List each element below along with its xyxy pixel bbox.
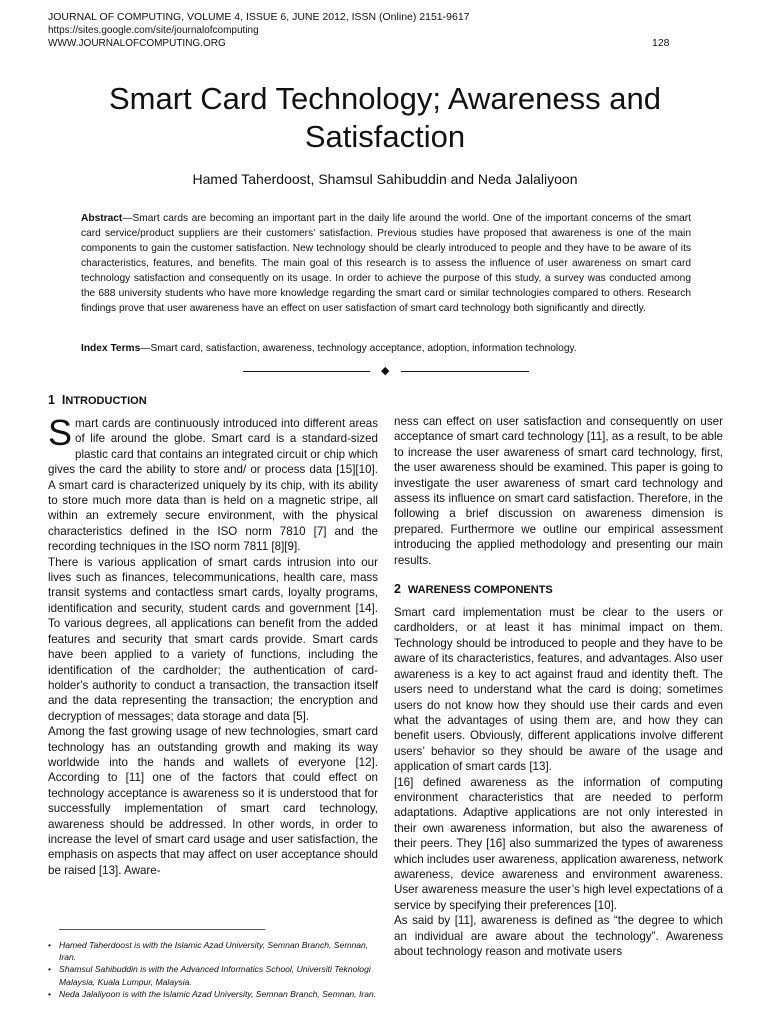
footnote-item: • Shamsul Sahibuddin is with the Advanced Informatics School, Universiti Teknologi Malaysia, Kuala Lumpur, Malaysia. xyxy=(48,964,371,987)
author-footnotes xyxy=(48,939,378,1000)
section-2-number: 2 xyxy=(394,582,401,597)
journal-url-2: WWW.JOURNALOFCOMPUTING.ORG xyxy=(48,38,226,49)
right-column xyxy=(394,414,723,959)
section-2-paragraph-2: [16] defined awareness as the information of computing environment characteristics that are needed to perform adaptations. Adaptive applications are not only interested in their own awareness information, but also the awareness of their peers. They [16] also summarized the types of awareness which includes user awareness, application awareness, network awareness, device awareness and environment awareness. User awareness measure the user’s high level expectations of a service by specifying their preferences [10]. xyxy=(394,775,723,912)
index-terms-text: —Smart card, satisfaction, awareness, technology acceptance, adoption, information technology. xyxy=(140,343,577,354)
paper-title-line-1: Smart Card Technology; Awareness and xyxy=(108,81,661,116)
index-terms xyxy=(81,342,691,356)
section-1-heading xyxy=(48,393,378,409)
footnote-item: • Hamed Taherdoost is with the Islamic Azad University, Semnan Branch, Semnan, Iran. xyxy=(48,940,369,963)
paper-title xyxy=(40,80,730,156)
divider-right xyxy=(401,371,529,372)
drop-cap: S xyxy=(48,412,73,453)
paper-authors: Hamed Taherdoost, Shamsul Sahibuddin and Neda Jalaliyoon xyxy=(192,171,578,187)
divider-left xyxy=(243,371,370,372)
footnote-item: • Neda Jalaliyoon is with the Islamic Azad University, Semnan Branch, Semnan, Iran. xyxy=(48,988,377,999)
section-1-title-rest: NTRODUCTION xyxy=(65,395,147,407)
section-2-heading xyxy=(394,582,723,598)
abstract-label: Abstract xyxy=(81,213,123,224)
footnote-rule xyxy=(59,929,265,930)
section-2-paragraph-1: Smart card implementation must be clear to the users or cardholders, or at least it has minimal impact on them. Technology should be introduced to people and they have to be aware of its characteristics, features, and advantages. Also user awareness is a key to act against fraud and identity theft. The users need to understand what the card is doing; sometimes users do not know how they should use their cards and even what the advantages of using them are, and how they can benefit users. Obviously, different applications involve different users’ behavior so they should be aware of the usage and application of smart cards [13]. xyxy=(394,606,723,774)
section-1-paragraph-1 xyxy=(48,412,378,555)
paper-title-line-2: Satisfaction xyxy=(304,119,466,154)
page-number: 128 xyxy=(652,37,670,49)
section-1-paragraph-1-text: mart cards are continuously introduced into different areas of life around the globe. Smart card is a standard-sized plastic card that contains an integrated circuit or chip which gives the card the ability to store and/ or process data [15][10]. A smart card is characterized uniquely by its chip, with its ability to store much more data than is held on a magnetic stripe, all within an extremely secure environment, with the physical characteristics defined in the ISO norm 7810 [7] and the recording techniques in the ISO norm 7811 [8][9]. xyxy=(48,417,378,554)
section-1-paragraph-3: Among the fast growing usage of new technologies, smart card technology has an outstanding growth and making its way worldwide into the hands and wallets of everyone [12]. According to [11] one of the factors that could effect on technology acceptance is awareness so it is understood that for successfully implementation of smart card technology, awareness should be addressed. In other words, in order to increase the level of smart card usage and user satisfaction, the emphasis on aspects that may affect on user acceptance should be raised [13]. Aware- xyxy=(48,725,378,877)
journal-header: JOURNAL OF COMPUTING, VOLUME 4, ISSUE 6, JUNE 2012, ISSN (Online) 2151-9617 xyxy=(48,11,470,23)
bullet-icon: • xyxy=(48,988,52,999)
abstract-text: —Smart cards are becoming an important part in the daily life around the world. One of the important concerns of the smart card service/product suppliers are their customers’ satisfaction. Previous studies have proposed that awareness is one of the main components to gain the customer satisfaction. New technology should be clearly introduced to people and they have to be aware of its characteristics, features, and benefits. The main goal of this research is to assess the influence of user awareness on smart card technology satisfaction and consequently on its usage. In order to achieve the purpose of this study, a survey was conducted among the 688 university students who have more knowledge regarding the smart card or similar technologies compared to others. Research findings prove that user awareness have an effect on user satisfaction of smart card technology both significantly and directly. xyxy=(81,213,691,314)
index-terms-label: Index Terms xyxy=(81,343,141,354)
section-1-number: 1 xyxy=(48,393,55,407)
section-1-title-initial: I xyxy=(61,393,66,407)
left-column xyxy=(48,393,378,878)
bullet-icon: • xyxy=(48,964,52,975)
bullet-icon: • xyxy=(48,940,52,950)
abstract xyxy=(81,211,691,316)
section-1-paragraph-2: There is various application of smart cards intrusion into our lives such as finances, telecommunications, health care, mass transit systems and contactless smart cards, loyalty programs, identification and security, student cards and government [14]. To various degrees, all applications can benefit from the added features and security that smart cards provide. Smart cards have been applied to a variety of functions, including the identification of the cardholder; the authentication of card-holder's authority to conduct a transaction, the transaction itself and the data representing the transaction; the encryption and decryption of messages; data storage and data [5]. xyxy=(48,555,378,723)
journal-url-1: https://sites.google.com/site/journalofcomputing xyxy=(48,25,259,36)
section-1-continuation: ness can effect on user satisfaction and consequently on user acceptance of smart card technology [11], as a result, to be able to increase the user awareness of smart card technology, first, the user awareness should be examined. This paper is going to investigate the user awareness of smart card technology and assess its influence on smart card satisfaction. Therefore, in the following a brief discussion on awareness dimension is prepared. Furthermore we outline our empirical assessment introducing the applied methodology and presenting our main results. xyxy=(394,415,723,567)
section-2-title: WARENESS COMPONENTS xyxy=(407,584,553,597)
diamond-icon: ◆ xyxy=(381,365,390,377)
section-2-paragraph-3: As said by [11], awareness is defined as “the degree to which an individual are aware about the technology”. Awareness about technology reason and motivate users xyxy=(394,914,723,958)
